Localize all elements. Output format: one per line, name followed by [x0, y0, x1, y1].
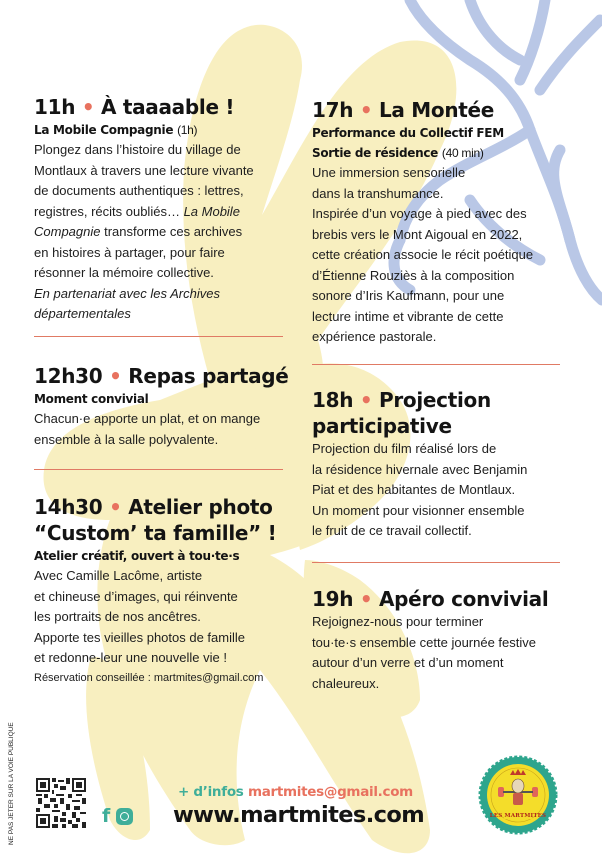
event-description: Plongez dans l’histoire du village de Montlaux à travers une lecture vivante de documents authentiques : lettres, registres, récits oubliés… La Mobile Compagnie transforme ces archives en histoires à partager, pour faire résonner la mémoire collective. [34, 142, 254, 280]
event-title: 19h • Apéro convivial [312, 587, 549, 611]
event-partner-note: En partenariat avec les Archives départementales [34, 285, 220, 321]
event-12h30 [34, 363, 294, 450]
event-description: Rejoignez-nous pour terminer tou·te·s ensemble cette journée festive autour d’un verre et d’un moment chaleureux. [312, 614, 537, 691]
vertical-notice: NE PAS JETER SUR LA VOIE PUBLIQUE [8, 722, 15, 845]
event-description: Avec Camille Lacôme, artiste et chineuse d’images, qui réinvente les portraits de nos ancêtres. Apporte tes vieilles photos de famille et redonne-leur une nouvelle vie ! [34, 568, 246, 665]
contact-email-link[interactable]: martmites@gmail.com [247, 784, 413, 800]
event-title: 18h • Projection participative [312, 388, 491, 438]
badge-text: LES MARTMITES [489, 813, 547, 819]
event-subtitle: Moment convivial [34, 392, 149, 406]
divider [312, 562, 560, 563]
event-description: Chacun·e apporte un plat, et on mange ensemble à la salle polyvalente. [34, 411, 261, 447]
martmites-logo-badge [478, 755, 558, 835]
event-title: 14h30 • Atelier photo “Custom’ ta famille” ! [34, 495, 277, 545]
event-subtitle: Atelier créatif, ouvert à tou·te·s [34, 549, 240, 563]
qr-code-icon[interactable] [36, 778, 86, 828]
event-17h [312, 97, 592, 348]
event-title: 12h30 • Repas partagé [34, 364, 289, 388]
divider [34, 469, 283, 470]
event-18h [312, 387, 592, 542]
event-description: Projection du film réalisé lors de la résidence hivernale avec Benjamin Piat et des habitantes de Montlaux. Un moment pour visionner ensemble le fruit de ce travail collectif. [312, 441, 528, 538]
instagram-icon[interactable] [116, 808, 133, 825]
event-subtitle: Performance du Collectif FEM [312, 126, 504, 140]
event-title: 17h • La Montée [312, 98, 495, 122]
event-title: 11h • À taaaable ! [34, 95, 235, 119]
social-links [102, 806, 133, 826]
badge-graphic [478, 755, 558, 835]
event-11h [34, 94, 294, 325]
divider [34, 336, 283, 337]
event-19h [312, 586, 592, 694]
facebook-icon[interactable]: f [102, 805, 111, 827]
event-description: Une immersion sensorielle dans la transhumance. Inspirée d’un voyage à pied avec des brebis vers le Mont Aigoual en 2022, cette création associe le récit poétique d’Étienne Rouziès à la composition sonore d’Iris Kaufmann, pour une lecture intime et vibrante de cette expérience pastorale. [312, 165, 534, 344]
reservation-note: Réservation conseillée : martmites@gmail.com [34, 671, 264, 684]
event-subtitle-2: Sortie de résidence (40 min) [312, 146, 484, 160]
event-subtitle: La Mobile Compagnie (1h) [34, 123, 198, 137]
website-link[interactable]: www.martmites.com [173, 802, 425, 828]
more-info [178, 784, 413, 800]
divider [312, 364, 560, 365]
more-info-label: + d’infos [178, 784, 244, 800]
event-14h30 [34, 494, 296, 687]
